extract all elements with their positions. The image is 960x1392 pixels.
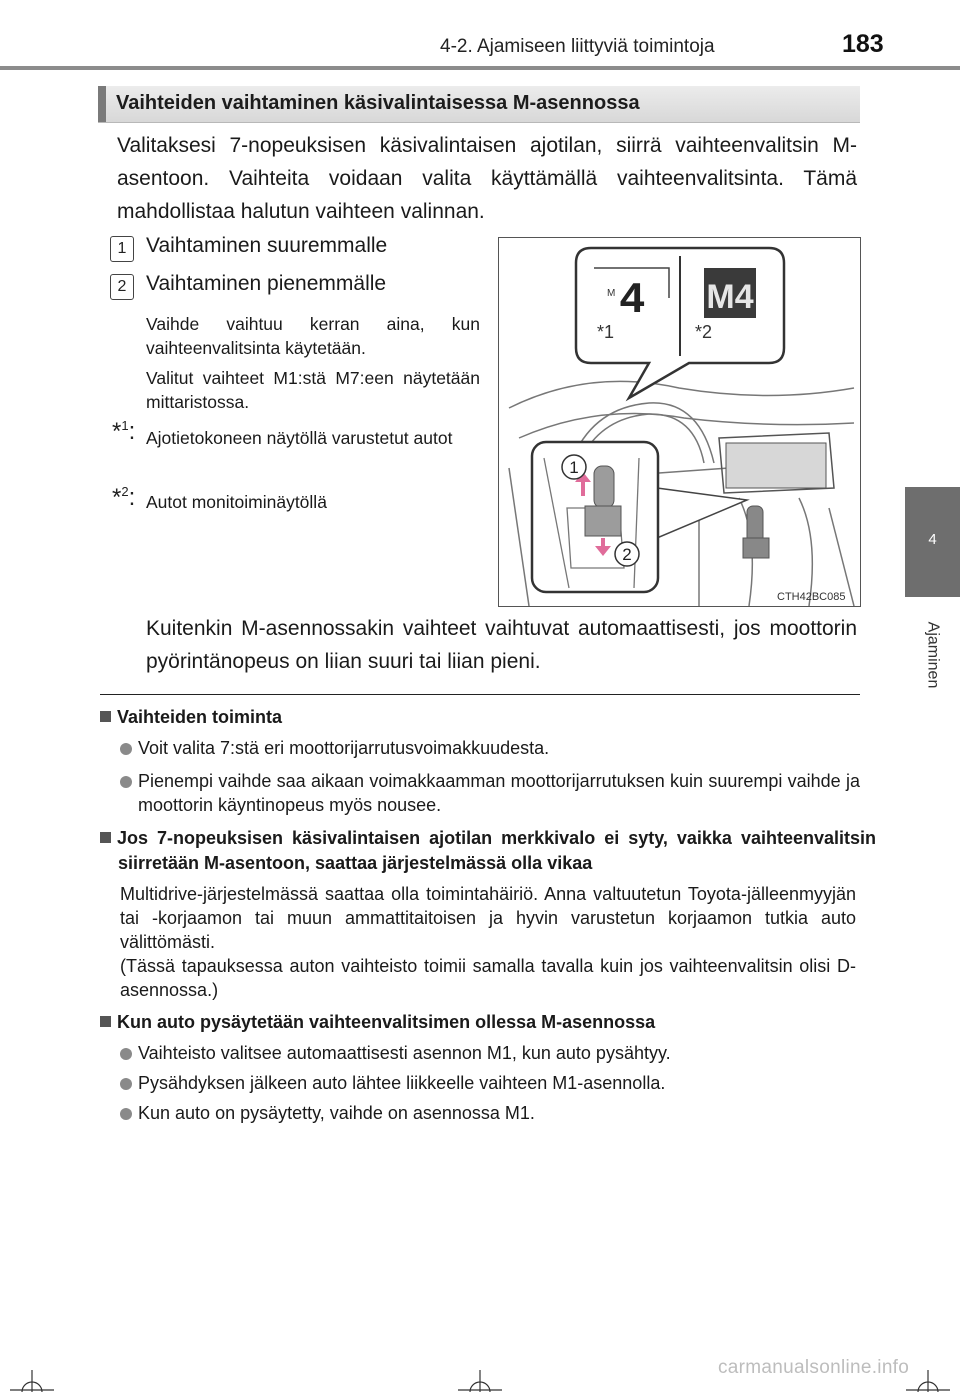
footnote-mark-1: *$^1$: — [112, 418, 136, 445]
running-header: 4-2. Ajamiseen liittyviä toimintoja — [440, 36, 715, 57]
bullet-dot-icon — [120, 743, 132, 755]
info-bullet-4: Pysähdyksen jälkeen auto lähtee liikkeelle vaihteen M1-asennolla. — [120, 1071, 860, 1095]
info-heading-indicator-fault: Jos 7-nopeuksisen käsivalintaisen ajotilan merkkivalo ei syty, vaikka vaihteenvalitsin siirretään M-asentoon, saattaa järjestelmässä olla vikaa — [100, 826, 876, 876]
heading-square-icon — [100, 1016, 111, 1027]
section-heading-bar — [98, 86, 860, 123]
display1-gear: 4 — [619, 276, 646, 326]
bullet-dot-icon — [120, 1048, 132, 1060]
registration-mark-icon — [906, 1368, 950, 1392]
registration-mark-icon — [458, 1368, 502, 1392]
footnote-text-1: Ajotietokoneen näytöllä varustetut autot — [146, 428, 453, 448]
watermark: carmanualsonline.info — [718, 1357, 910, 1378]
page-number: 183 — [842, 30, 884, 58]
heading-square-icon — [100, 711, 111, 722]
illustration-svg — [499, 238, 860, 606]
footnote-text-2: Autot monitoiminäytöllä — [146, 492, 327, 512]
info-bullet-5: Kun auto on pysäytetty, vaihde on asennossa M1. — [120, 1101, 860, 1125]
automatic-shift-note: Kuitenkin M-asennossakin vaihteet vaihtuvat automaattisesti, jos moottorin pyörintänopeus on liian suuri tai liian pieni. — [146, 617, 857, 673]
heading-square-icon — [100, 832, 111, 843]
info-bullet-1: Voit valita 7:stä eri moottorijarrutusvoimakkuudesta. — [120, 736, 860, 760]
info-fault-paragraph: Multidrive-järjestelmässä saattaa olla toimintahäiriö. Anna valtuutetun Toyota-jälleenmyyjän tai -korjaamon tai muun ammattitaitoisen ja hyvin varustetun korjaamon tutkia auto välittömästi. — [120, 884, 856, 952]
item-shift-down: Vaihtaminen pienemmälle — [146, 272, 387, 295]
chapter-tab — [905, 487, 960, 597]
chapter-number: 4 — [928, 531, 937, 548]
footnote-mark-2: *$^2$: — [112, 484, 136, 511]
callout-1: 1 — [569, 458, 579, 477]
intro-paragraph: Valitaksesi 7-nopeuksisen käsivalintaisen ajotilan, siirrä vaihteenvalitsin M-asentoon. Vaihteita voidaan valita käyttämällä vaihteenvalitsinta. Tämä mahdollistaa halutun vaihteen valinnan. — [117, 134, 857, 223]
display2-star: *2 — [695, 322, 713, 342]
item-shift-up: Vaihtaminen suuremmalle — [146, 234, 388, 257]
note-shift-once: Vaihde vaihtuu kerran aina, kun vaihteenvalitsinta käytetään. — [146, 314, 480, 358]
info-heading-stopping: Kun auto pysäytetään vaihteenvalitsimen ollessa M-asennossa — [100, 1012, 655, 1033]
heading-accent — [98, 86, 106, 122]
display1-mode: M — [607, 288, 616, 299]
note-gear-display: Valitut vaihteet M1:stä M7:een näytetään mittaristossa. — [146, 368, 480, 412]
bullet-dot-icon — [120, 776, 132, 788]
chapter-label: Ajaminen — [924, 621, 942, 689]
chapter-label-box — [905, 600, 960, 710]
section-divider — [100, 694, 860, 695]
callout-2: 2 — [622, 545, 632, 564]
header-rule — [0, 66, 960, 70]
info-fault-note: (Tässä tapauksessa auton vaihteisto toimii samalla tavalla kuin jos vaihteenvalitsin olisi D-asennossa.) — [120, 956, 856, 1000]
item-number-1: 1 — [110, 236, 134, 262]
info-heading-gear-operation: Vaihteiden toiminta — [100, 707, 282, 728]
section-heading: Vaihteiden vaihtaminen käsivalintaisessa M-asennossa — [116, 92, 640, 114]
registration-mark-icon — [10, 1368, 54, 1392]
item-number-2: 2 — [110, 274, 134, 300]
info-bullet-2: Pienempi vaihde saa aikaan voimakkaamman moottorijarrutuksen kuin suurempi vaihde ja moottorin käyntinopeus myös nousee. — [120, 769, 860, 817]
info-bullet-3: Vaihteisto valitsee automaattisesti asennon M1, kun auto pysähtyy. — [120, 1041, 860, 1065]
bullet-dot-icon — [120, 1078, 132, 1090]
display2-gear: M4 — [706, 278, 754, 316]
display1-star: *1 — [597, 322, 615, 342]
figure-code: CTH42BC085 — [777, 591, 846, 603]
gear-shift-illustration — [498, 237, 861, 607]
bullet-dot-icon — [120, 1108, 132, 1120]
